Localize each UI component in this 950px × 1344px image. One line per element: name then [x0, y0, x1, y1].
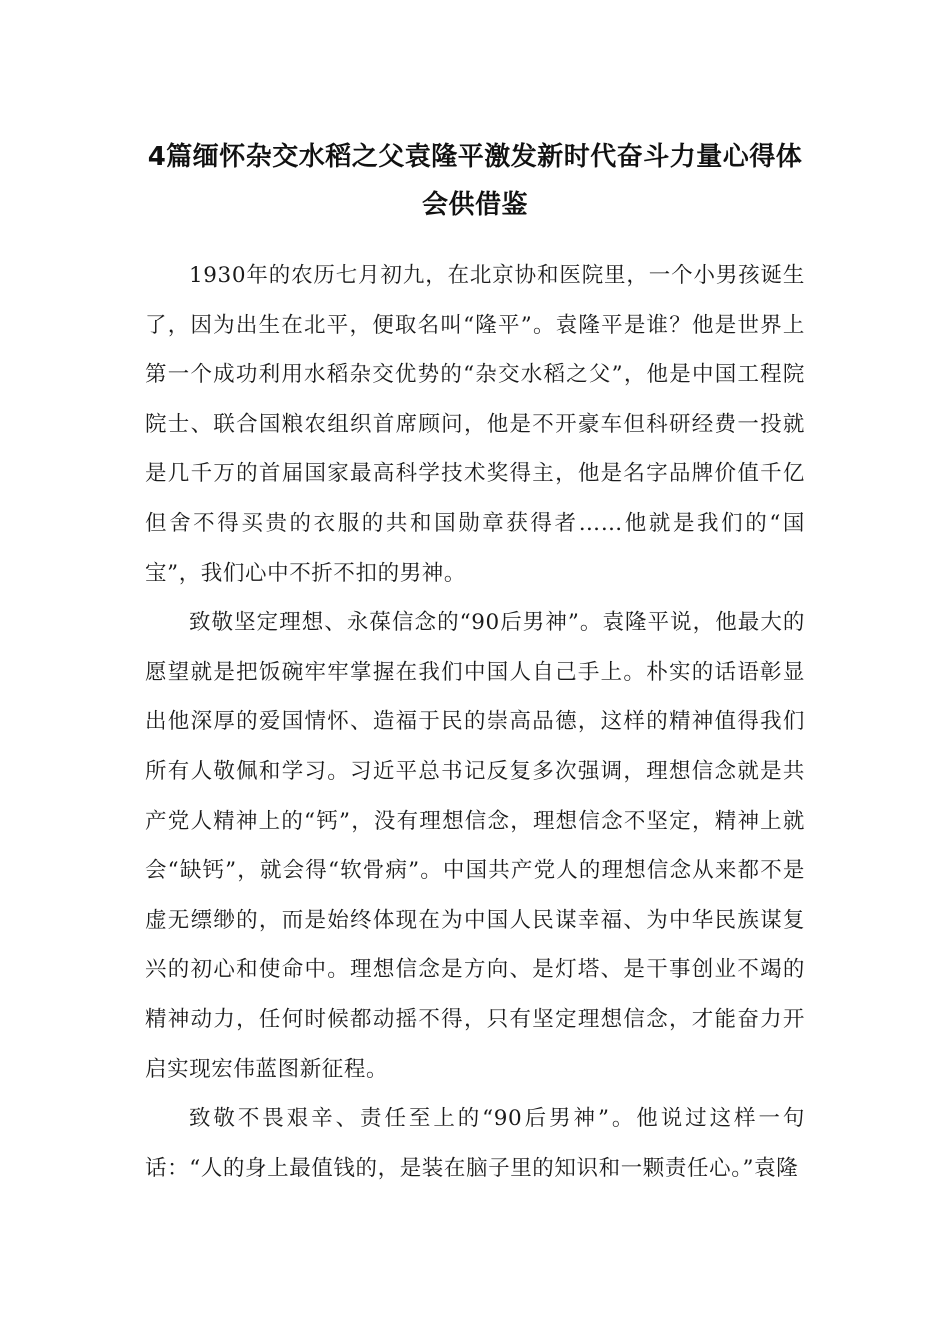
- paragraph-1: 1930年的农历七月初九，在北京协和医院里，一个小男孩诞生了，因为出生在北平，便取名叫“隆平”。袁隆平是谁？他是世界上第一个成功利用水稻杂交优势的“杂交水稻之父”，他是中国工程院院士、联合国粮农组织首席顾问，他是不开豪车但科研经费一投就是几千万的首届国家最高科学技术奖得主，他是名字品牌价值千亿但舍不得买贵的衣服的共和国勋章获得者……他就是我们的“国宝”，我们心中不折不扣的男神。: [145, 263, 805, 586]
- document-body: [145, 251, 805, 1193]
- document-title: 4篇缅怀杂交水稻之父袁隆平激发新时代奋斗力量心得体会供借鉴: [147, 142, 803, 220]
- paragraph-3: 致敬不畏艰辛、责任至上的“90后男神”。他说过这样一句话：“人的身上最值钱的，是装在脑子里的知识和一颗责任心。”袁隆: [145, 1106, 805, 1181]
- paragraph-2: 致敬坚定理想、永葆信念的“90后男神”。袁隆平说，他最大的愿望就是把饭碗牢牢掌握在我们中国人自己手上。朴实的话语彰显出他深厚的爱国情怀、造福于民的崇高品德，这样的精神值得我们所有人敬佩和学习。习近平总书记反复多次强调，理想信念就是共产党人精神上的“钙”，没有理想信念，理想信念不坚定，精神上就会“缺钙”，就会得“软骨病”。中国共产党人的理想信念从来都不是虚无缥缈的，而是始终体现在为中国人民谋幸福、为中华民族谋复兴的初心和使命中。理想信念是方向、是灯塔、是干事创业不竭的精神动力，任何时候都动摇不得，只有坚定理想信念，才能奋力开启实现宏伟蓝图新征程。: [145, 610, 805, 1082]
